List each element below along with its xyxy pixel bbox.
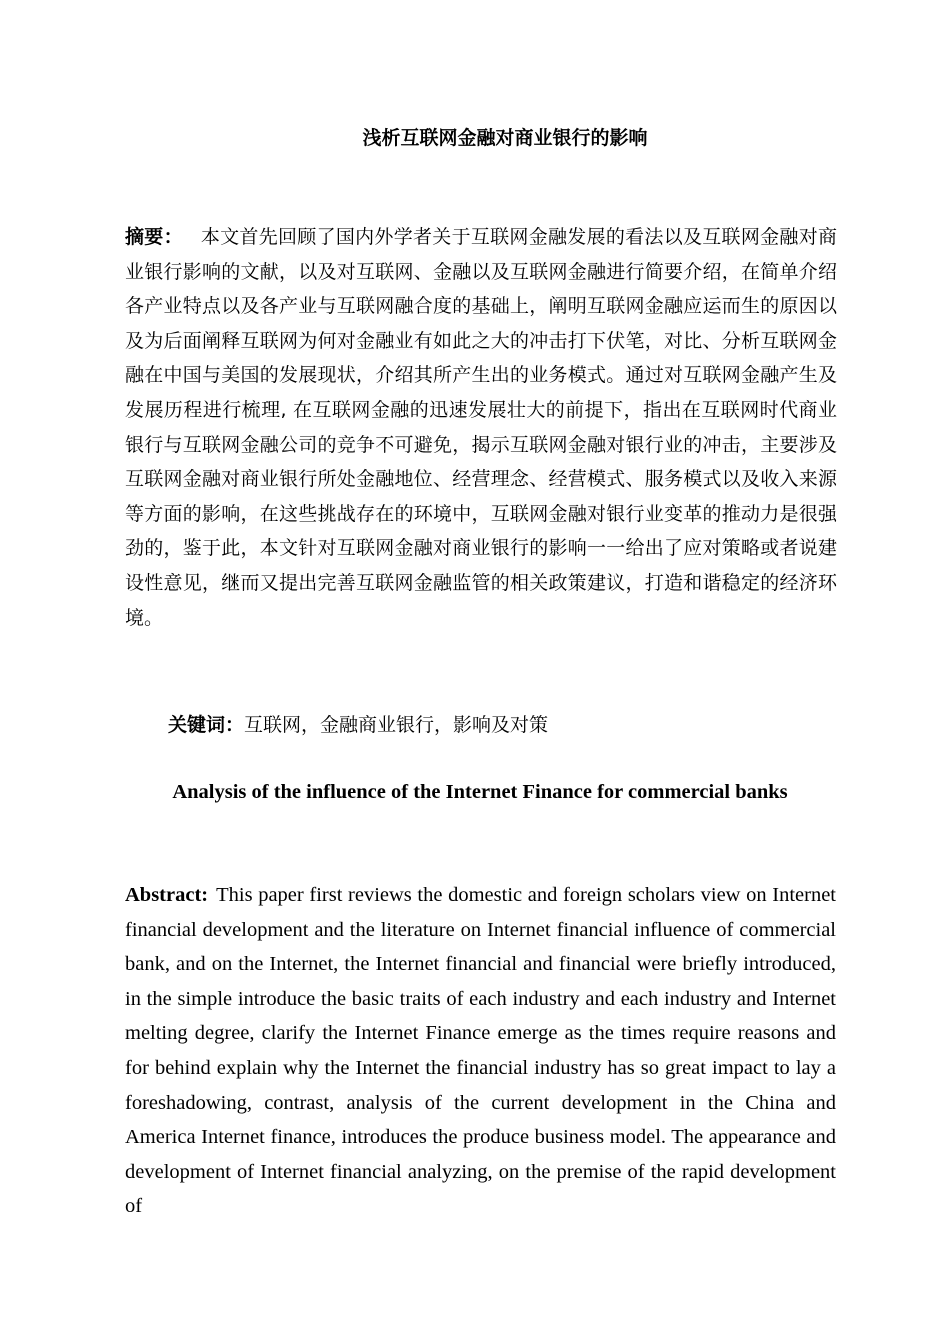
- chinese-abstract-label: 摘要：: [125, 226, 183, 248]
- chinese-title: 浅析互联网金融对商业银行的影响: [362, 127, 648, 149]
- chinese-abstract: [125, 220, 837, 635]
- chinese-keywords-text: 互联网，金融商业银行，影响及对策: [244, 714, 549, 736]
- english-title: Analysis of the influence of the Internet Finance for commercial banks: [172, 781, 788, 803]
- english-abstract: [125, 878, 836, 1224]
- chinese-abstract-text: 本文首先回顾了国内外学者关于互联网金融发展的看法以及互联网金融对商业银行影响的文献，以及对互联网、金融以及互联网金融进行简要介绍，在简单介绍各产业特点以及各产业与互联网融合度的基础上，阐明互联网金融应运而生的原因以及为后面阐释互联网为何对金融业有如此之大的冲击打下伏笔，对比、分析互联网金融在中国与美国的发展现状，介绍其所产生出的业务模式。通过对互联网金融产生及发展历程进行梳理, 在互联网金融的迅速发展壮大的前提下，指出在互联网时代商业银行与互联网金融公司的竞争不可避免，揭示互联网金融对银行业的冲击，主要涉及互联网金融对商业银行所处金融地位、经营理念、经营模式、服务模式以及收入来源等方面的影响，在这些挑战存在的环境中，互联网金融对银行业变革的推动力是很强劲的，鉴于此，本文针对互联网金融对商业银行的影响一一给出了应对策略或者说建设性意见，继而又提出完善互联网金融监管的相关政策建议，打造和谐稳定的经济环境。: [125, 226, 837, 629]
- english-abstract-label: Abstract:: [125, 884, 209, 906]
- english-abstract-text: This paper first reviews the domestic and foreign scholars view on Internet financial development and the literature on Internet financial influence of commercial bank, and on the Internet, the Internet financial and financial were briefly introduced, in the simple introduce the basic traits of each industry and each industry and Internet melting degree, clarify the Internet Finance emerge as the times require reasons and for behind explain why the Internet the financial industry has so great impact to lay a foreshadowing, contrast, analysis of the current development in the China and America Internet finance, introduces the produce business model. The appearance and development of Internet financial analyzing, on the premise of the rapid development of: [125, 884, 836, 1218]
- chinese-keywords-label: 关键词：: [168, 714, 245, 736]
- chinese-keywords: [168, 708, 848, 742]
